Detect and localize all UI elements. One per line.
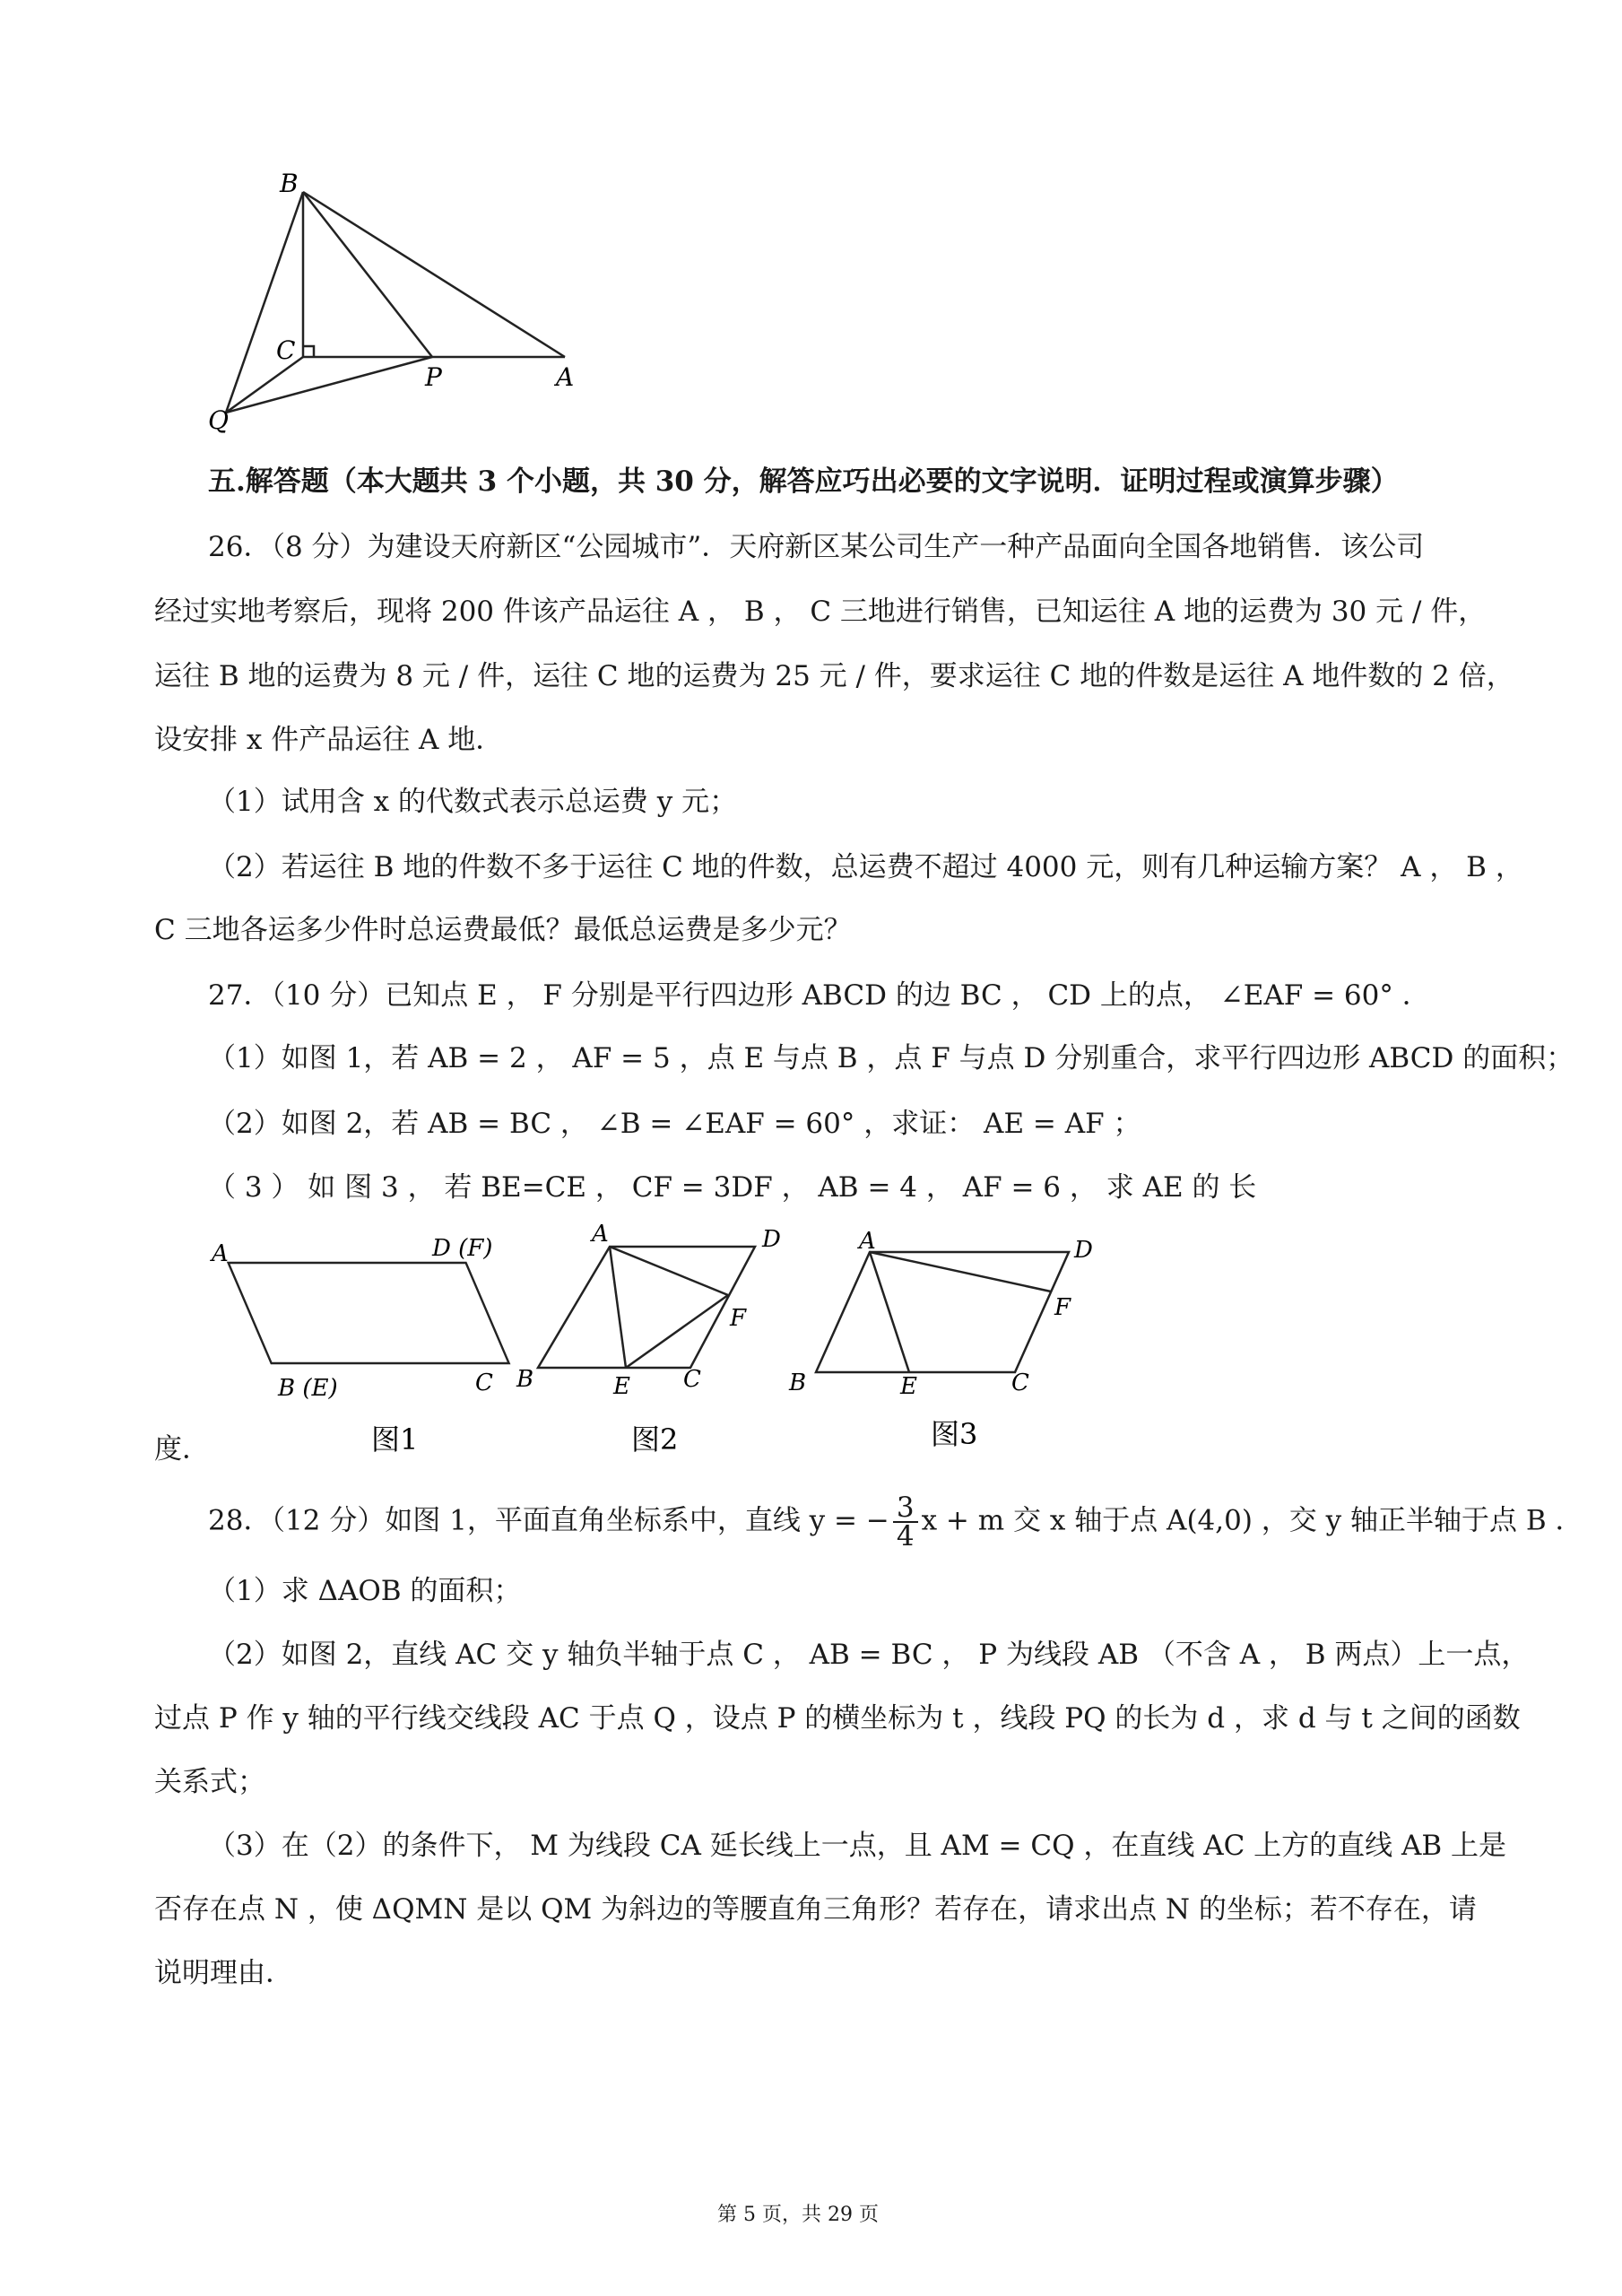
label-a: A: [556, 362, 575, 392]
fig1-label-c: C: [475, 1370, 493, 1396]
fig1-label-d: D (F): [432, 1235, 493, 1262]
section-title: 五.解答题（本大题共 3 个小题，共 30 分，解答应巧出必要的文字说明．证明过程或演算步骤）: [208, 465, 1399, 498]
fig3-caption: 图3: [931, 1417, 978, 1451]
fig3-label-a: A: [859, 1228, 876, 1255]
fraction-numerator: 3: [893, 1494, 918, 1523]
fraction-denominator: 4: [896, 1520, 915, 1552]
q26-line: （1）试用含 x 的代数式表示总运费 y 元；: [208, 786, 738, 818]
figure-2-rhombus: [511, 1220, 807, 1471]
fig2-label-e: E: [613, 1373, 630, 1400]
fig3-label-f: F: [1054, 1294, 1071, 1321]
q27-line: （ 3 ） 如 图 3 ， 若 BE=CE ， CF = 3DF ， AB = 4 ， AF = 6 ， 求 AE 的 长: [208, 1171, 1257, 1204]
label-c: C: [276, 335, 296, 365]
figure-3-parallelogram: [780, 1220, 1112, 1462]
q28-line: 关系式；: [154, 1766, 265, 1798]
fig1-label-b: B (E): [278, 1375, 338, 1402]
q26-line: 经过实地考察后，现将 200 件该产品运往 A ， B ， C 三地进行销售，已知运往 A 地的运费为 30 元 / 件，: [154, 596, 1487, 628]
q27-line: 27．（10 分）已知点 E ， F 分别是平行四边形 ABCD 的边 BC ， CD 上的点， ∠EAF = 60° ．: [208, 979, 1430, 1012]
q28-line1-pre: 28．（12 分）如图 1，平面直角坐标系中，直线 y = −: [208, 1504, 889, 1537]
fraction: [893, 1494, 918, 1550]
fig3-label-b: B: [789, 1370, 807, 1396]
q27-line: 度．: [154, 1433, 210, 1465]
fig2-label-a: A: [592, 1221, 609, 1248]
q28-line: 说明理由．: [154, 1957, 293, 1989]
label-q: Q: [208, 405, 229, 435]
fig2-label-c: C: [683, 1366, 701, 1393]
q26-line: 26．（8 分）为建设天府新区“公园城市”．天府新区某公司生产一种产品面向全国各地销售．该公司: [208, 531, 1425, 563]
fig2-label-b: B: [516, 1366, 534, 1393]
q28-line: （2）如图 2，直线 AC 交 y 轴负半轴于点 C ， AB = BC ， P 为线段 AB （不含 A ， B 两点）上一点，: [208, 1639, 1530, 1671]
fig2-caption: 图2: [631, 1422, 679, 1457]
q26-line: 设安排 x 件产品运往 A 地．: [154, 724, 504, 756]
label-b: B: [280, 169, 299, 198]
q26-line: （2）若运往 B 地的件数不多于运往 C 地的件数，总运费不超过 4000 元，则有几种运输方案？ A ， B ，: [208, 851, 1523, 883]
q26-line: C 三地各运多少件时总运费最低？最低总运费是多少元？: [154, 914, 852, 946]
q28-line: 过点 P 作 y 轴的平行线交线段 AC 于点 Q ，设点 P 的横坐标为 t ，线段 PQ 的长为 d ，求 d 与 t 之间的函数: [154, 1702, 1521, 1735]
fig1-caption: 图1: [371, 1422, 419, 1457]
fig3-label-d: D: [1074, 1237, 1093, 1264]
q26-line: 运往 B 地的运费为 8 元 / 件，运往 C 地的运费为 25 元 / 件，要求运往 C 地的件数是运往 A 地件数的 2 倍，: [154, 660, 1514, 692]
fig2-label-d: D: [762, 1226, 781, 1253]
fig3-label-c: C: [1011, 1370, 1029, 1396]
q27-line: （1）如图 1，若 AB = 2 ， AF = 5 ，点 E 与点 B ，点 F 与点 D 分别重合，求平行四边形 ABCD 的面积；: [208, 1042, 1574, 1074]
figure-1-parallelogram: [206, 1229, 529, 1471]
fig3-label-e: E: [900, 1373, 917, 1400]
fig1-label-a: A: [212, 1240, 229, 1267]
q28-line1-post: x + m 交 x 轴于点 A(4,0) ，交 y 轴正半轴于点 B ．: [921, 1504, 1583, 1537]
fig2-label-f: F: [730, 1305, 747, 1332]
label-p: P: [425, 362, 442, 392]
q28-line-1: [208, 1494, 1583, 1550]
q28-line: 否存在点 N ，使 ΔQMN 是以 QM 为斜边的等腰直角三角形？若存在，请求出点 N 的坐标；若不存在，请: [154, 1893, 1477, 1926]
q27-line: （2）如图 2，若 AB = BC ， ∠B = ∠EAF = 60° ，求证： AE = AF ；: [208, 1108, 1141, 1140]
q28-line: （1）求 ΔAOB 的面积；: [208, 1575, 522, 1607]
q28-line: （3）在（2）的条件下， M 为线段 CA 延长线上一点，且 AM = CQ ，在直线 AC 上方的直线 AB 上是: [208, 1830, 1507, 1862]
figure-triangle-bcpaq: [197, 161, 592, 439]
page-footer: 第 5 页，共 29 页: [717, 2204, 879, 2226]
